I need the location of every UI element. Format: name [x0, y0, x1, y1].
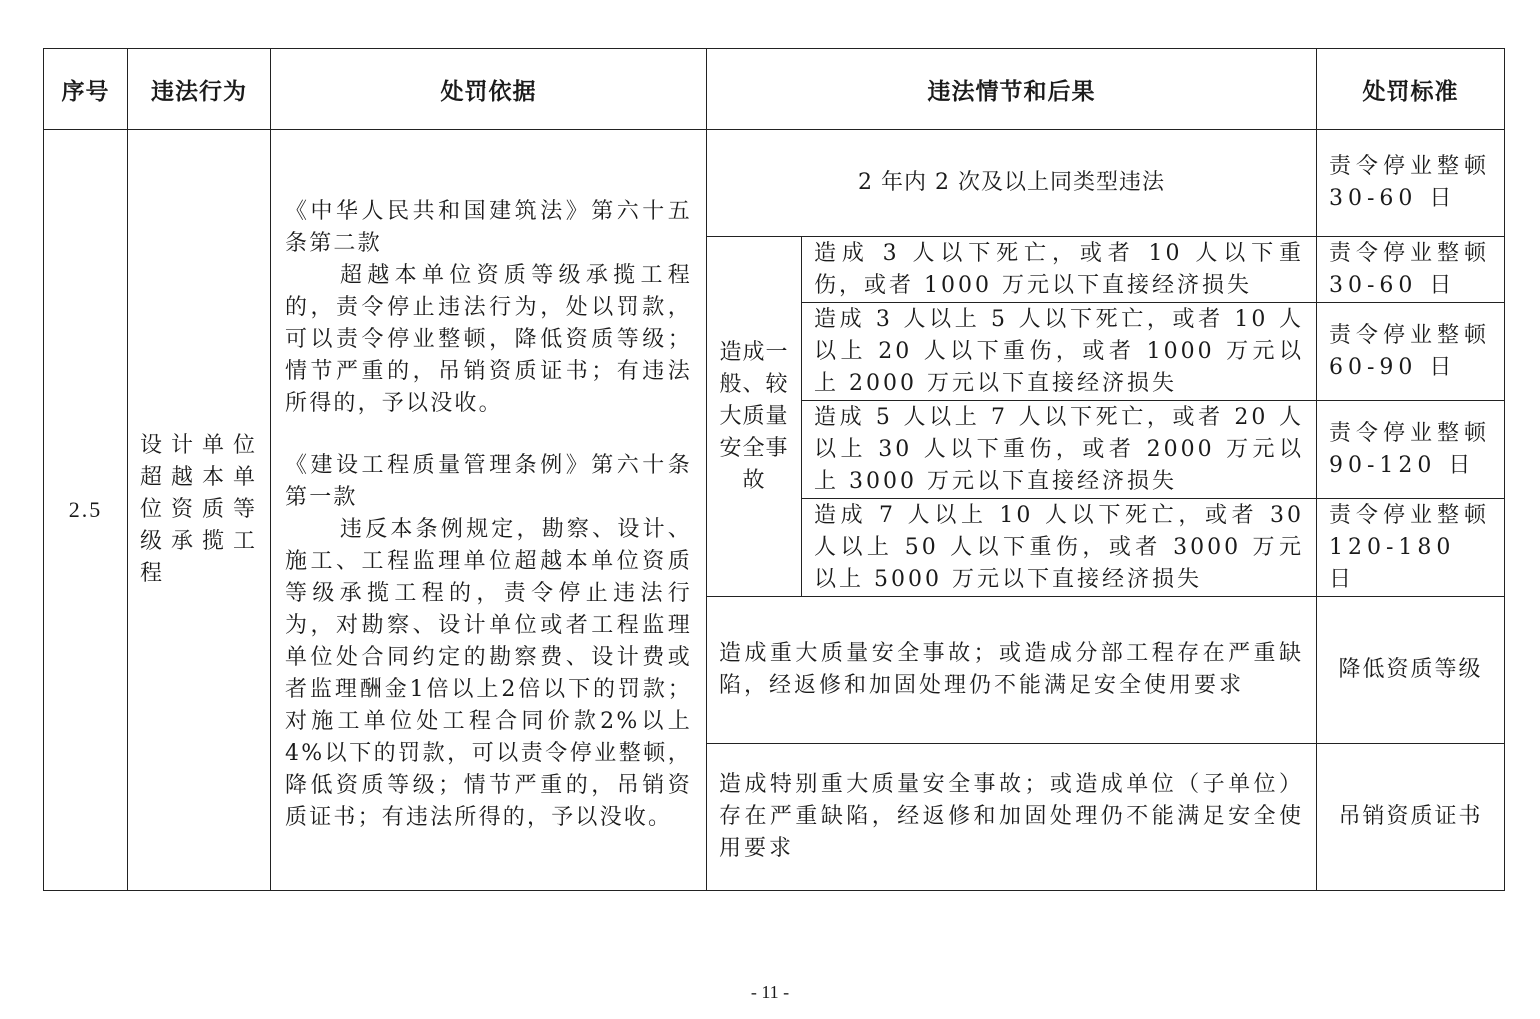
accident-standard: 责令停业整顿90-120 日: [1317, 401, 1505, 499]
accident-standard: 责令停业整顿120-180 日: [1317, 499, 1505, 597]
especially-major-accident-standard: 吊销资质证书: [1317, 744, 1505, 891]
major-accident-standard: 降低资质等级: [1317, 597, 1505, 744]
penalty-basis-cell: [271, 130, 707, 891]
especially-major-accident-circumstance: 造成特别重大质量安全事故；或造成单位（子单位）存在严重缺陷，经返修和加固处理仍不能满足安全使用要求: [707, 744, 1317, 891]
law1-title: 《中华人民共和国建筑法》第六十五条第二款: [285, 199, 692, 256]
repeat-offense-circumstance: 2 年内 2 次及以上同类型违法: [707, 130, 1317, 237]
header-row: [44, 49, 1505, 130]
accident-standard: 责令停业整顿30-60 日: [1317, 237, 1505, 303]
law2-text: 违反本条例规定，勘察、设计、施工、工程监理单位超越本单位资质等级承揽工程的，责令停止违法行为，对勘察、设计单位或者工程监理单位处合同约定的勘察费、设计费或者监理酬金1倍以上2倍以下的罚款；对施工单位处工程合同价款2%以上4%以下的罚款，可以责令停业整顿，降低资质等级；情节严重的，吊销资质证书；有违法所得的，予以没收。: [285, 517, 692, 830]
law2-title: 《建设工程质量管理条例》第六十条第一款: [285, 453, 692, 510]
header-act: 违法行为: [128, 49, 271, 130]
page-number: - 11 -: [750, 982, 790, 1002]
accident-circumstance: 造成 3 人以下死亡，或者 10 人以下重伤，或者 1000 万元以下直接经济损失: [802, 237, 1317, 303]
accident-standard: 责令停业整顿60-90 日: [1317, 303, 1505, 401]
header-seq: 序号: [44, 49, 128, 130]
major-accident-circumstance: 造成重大质量安全事故；或造成分部工程存在严重缺陷，经返修和加固处理仍不能满足安全使用要求: [707, 597, 1317, 744]
seq-cell: 2.5: [44, 130, 128, 891]
table-row: [44, 130, 1505, 237]
header-standard: 处罚标准: [1317, 49, 1505, 130]
header-basis: 处罚依据: [271, 49, 707, 130]
repeat-offense-standard: 责令停业整顿30-60 日: [1317, 130, 1505, 237]
accident-circumstance: 造成 5 人以上 7 人以下死亡，或者 20 人以上 30 人以下重伤，或者 2000 万元以上 3000 万元以下直接经济损失: [802, 401, 1317, 499]
penalty-table: [43, 48, 1505, 891]
accident-circumstance: 造成 7 人以上 10 人以下死亡，或者 30 人以上 50 人以下重伤，或者 3000 万元以上 5000 万元以下直接经济损失: [802, 499, 1317, 597]
general-accident-group: 造成一般、较大质量安全事故: [707, 237, 802, 597]
header-circumstances: 违法情节和后果: [707, 49, 1317, 130]
accident-circumstance: 造成 3 人以上 5 人以下死亡，或者 10 人以上 20 人以下重伤，或者 1000 万元以上 2000 万元以下直接经济损失: [802, 303, 1317, 401]
violation-act-cell: 设计单位超越本单位资质等级承揽工程: [128, 130, 271, 891]
law1-text: 超越本单位资质等级承揽工程的，责令停止违法行为，处以罚款，可以责令停业整顿，降低资质等级；情节严重的，吊销资质证书；有违法所得的，予以没收。: [285, 263, 692, 416]
